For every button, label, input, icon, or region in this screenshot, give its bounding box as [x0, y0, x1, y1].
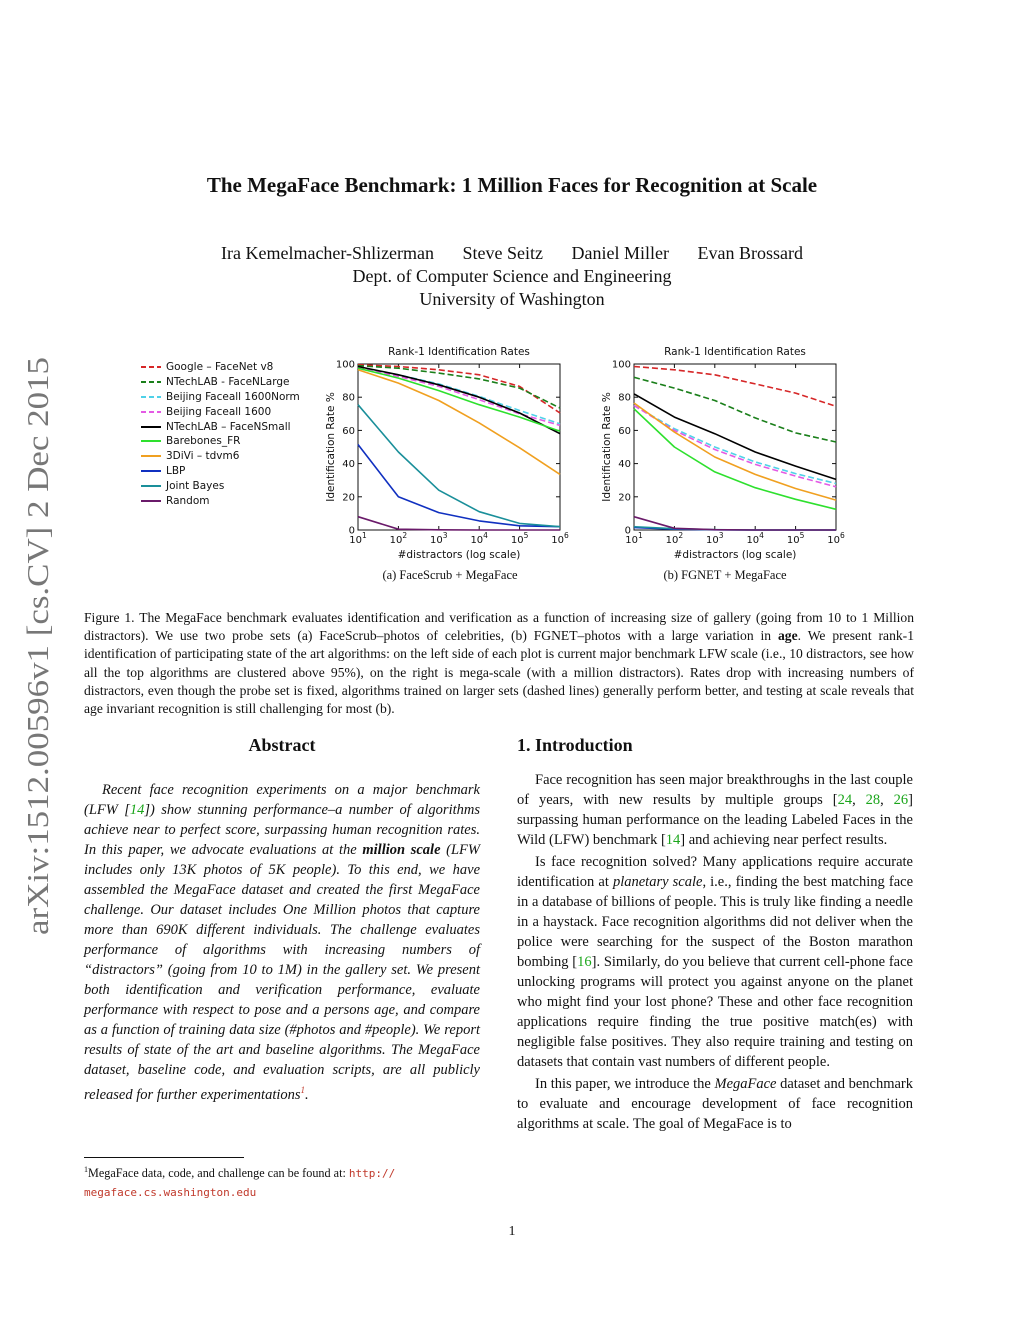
footnote-text: MegaFace data, code, and challenge can be found at: — [88, 1166, 349, 1181]
legend-label: Barebones_FR — [166, 435, 241, 448]
footnote-url[interactable]: megaface.cs.washington.edu — [84, 1186, 257, 1200]
caption-bold: age — [778, 628, 798, 644]
abstract-heading: Abstract — [248, 735, 316, 755]
author-name: Ira Kemelmacher-Shlizerman — [221, 243, 435, 263]
affiliation-university: University of Washington — [419, 289, 605, 309]
x-tick-label: $10^1$ — [349, 531, 367, 546]
x-tick-exponent: 4 — [483, 531, 488, 540]
intro-paragraph — [517, 852, 913, 1072]
y-axis-label: Identification Rate % — [601, 392, 613, 502]
intro-text: ] surpassing human performance on the leading Labeled Faces in the Wild (LFW) benchmark [ — [517, 792, 914, 848]
series-line — [634, 367, 836, 407]
chart-b — [598, 340, 848, 565]
author-name: Evan Brossard — [697, 243, 803, 263]
author-list — [0, 242, 1024, 265]
x-tick-label: $10^3$ — [430, 531, 448, 546]
abstract-text: (LFW includes only 13K photos of 5K people). To this end, we have assembled the MegaFace dataset and created the first MegaFace challenge. Our dataset includes One Million photos that capture more than 690K different individuals. The challenge evaluates performance of algorithms with increasing numbers of “distractors” (going from 10 to 1M) in the gallery set. We present both identification and verification performance, evaluate performance with respect to pose and a persons age, and compare as a function of training data size (#photos and #people). We report results of state of the art and baseline algorithms. The MegaFace dataset, baseline code, and evaluation scripts, are all publicly released for further experimentations — [84, 842, 480, 1103]
caption-text: Figure 1. The MegaFace benchmark evaluates identification and verification as a function of increasing size of gallery (going from 10 to 1 Million distractors). We use two probe sets (a) FaceScrub–photos of celebrities, (b) FGNET–photos with a large variation in — [84, 610, 914, 644]
abstract-body — [84, 780, 480, 1105]
author-name: Steve Seitz — [462, 243, 544, 263]
series-line — [634, 403, 836, 500]
subcaption-b: (b) FGNET + MegaFace — [663, 568, 787, 582]
y-tick-label: 60 — [618, 425, 631, 437]
y-tick-label: 100 — [335, 359, 355, 371]
x-axis-label: #distractors (log scale) — [673, 549, 797, 561]
abstract-text: ]) show stunning performance–a number of algorithms achieve near to perfect score, surpassing human recognition rates. In this paper, we advocate evaluations at the — [84, 802, 480, 858]
author-name: Daniel Miller — [571, 243, 669, 263]
intro-text: , — [880, 792, 894, 808]
x-tick-label: $10^1$ — [625, 531, 643, 546]
intro-body — [517, 770, 913, 1136]
subcaption-a: (a) FaceScrub + MegaFace — [382, 568, 518, 582]
intro-text: Is face recognition solved? Many applications require accurate identification at — [517, 854, 913, 890]
y-tick-label: 20 — [342, 492, 355, 504]
y-tick-label: 40 — [618, 459, 631, 471]
x-tick-exponent: 6 — [839, 531, 845, 540]
abstract-text: . — [305, 1086, 309, 1103]
chart-legend — [140, 360, 325, 508]
series-line — [634, 406, 836, 487]
citation-link[interactable]: 14 — [665, 832, 681, 848]
x-tick-label: $10^2$ — [665, 531, 684, 546]
series-line — [358, 370, 560, 475]
legend-label: Joint Bayes — [166, 479, 225, 492]
x-tick-exponent: 3 — [442, 531, 448, 540]
footnote — [84, 1161, 480, 1202]
x-tick-exponent: 5 — [523, 531, 529, 540]
plot-frame — [358, 364, 560, 530]
arxiv-id: arXiv:1512.00596v1 [cs.CV] 2 Dec 2015 — [21, 430, 55, 935]
footnote-marker[interactable]: 1 — [300, 1085, 306, 1095]
series-line — [634, 406, 836, 484]
legend-label: LBP — [166, 464, 186, 477]
legend-label: Beijing Faceall 1600Norm — [166, 390, 300, 403]
legend-item — [140, 493, 325, 508]
citation-link[interactable]: 16 — [577, 954, 592, 970]
legend-swatch — [140, 363, 162, 371]
caption-rest: . We present rank-1 identification of participating state of the art algorithms: on the left side of each plot is current major benchmark LFW scale (i.e., 10 distractors, see how all the top algorithms are clustered above 95%), on the right is mega-scale (with a million distractors). Rates drop with increasing numbers of distractors, even though the probe set is fixed, algorithms trained on larger sets (dashed lines) generally perform better, and testing at scale reveals that age invariant recognition is still challenging for most (b). — [84, 628, 914, 717]
citation-link[interactable]: 14 — [129, 802, 145, 818]
page-number: 1 — [508, 1224, 516, 1239]
series-line — [358, 517, 560, 530]
legend-swatch — [140, 467, 162, 475]
intro-paragraph — [517, 1074, 913, 1134]
intro-text: , — [852, 792, 866, 808]
legend-label: Google – FaceNet v8 — [166, 361, 274, 374]
intro-emphasis: MegaFace — [714, 1076, 777, 1092]
intro-text: ]. Similarly, do you believe that current cell-phone face unlocking programs will protect you against anyone on the planet who might find your lost phone? These and other face recognition applications require finding the true positive match(es) with negligible false positives. They also require training and testing on datasets that contain vast numbers of different people. — [517, 954, 913, 1070]
intro-heading: 1. Introduction — [517, 735, 633, 755]
legend-swatch — [140, 452, 162, 460]
intro-text: ] and achieving near perfect results. — [680, 832, 888, 848]
legend-item — [140, 390, 325, 405]
legend-item — [140, 375, 325, 390]
x-tick-exponent: 6 — [563, 531, 569, 540]
legend-label: Random — [166, 494, 210, 507]
series-line — [358, 445, 560, 527]
x-axis-label: #distractors (log scale) — [397, 549, 521, 561]
legend-label: Beijing Faceall 1600 — [166, 405, 272, 418]
y-tick-label: 60 — [342, 425, 355, 437]
y-tick-label: 80 — [618, 392, 631, 404]
paper-title: The MegaFace Benchmark: 1 Million Faces for Recognition at Scale — [206, 173, 818, 197]
y-tick-label: 0 — [348, 525, 355, 537]
y-tick-label: 80 — [342, 392, 355, 404]
footnote-number: 1 — [84, 1165, 88, 1174]
legend-swatch — [140, 497, 162, 505]
legend-swatch — [140, 423, 162, 431]
series-line — [358, 368, 560, 431]
x-tick-label: $10^6$ — [827, 531, 845, 546]
x-tick-exponent: 3 — [718, 531, 724, 540]
intro-text: , i.e., finding the best matching face in a database of billions of people. This is truly like finding a needle in a haystack. Face recognition algorithms did not deliver when the police were searching for the suspect of the Boston marathon bombing [ — [517, 874, 914, 970]
chart-a — [322, 340, 572, 565]
legend-item — [140, 434, 325, 449]
series-line — [358, 405, 560, 527]
plot-frame — [634, 364, 836, 530]
legend-label: 3DiVi – tdvm6 — [166, 450, 240, 463]
legend-swatch — [140, 437, 162, 445]
x-tick-label: $10^4$ — [746, 531, 764, 546]
x-tick-exponent: 1 — [361, 531, 367, 540]
citation-link[interactable]: 28 — [865, 792, 881, 808]
x-tick-exponent: 1 — [637, 531, 643, 540]
x-tick-label: $10^6$ — [551, 531, 569, 546]
x-tick-exponent: 2 — [678, 531, 684, 540]
legend-item — [140, 419, 325, 434]
footnote-rule — [84, 1157, 244, 1158]
x-tick-label: $10^5$ — [510, 531, 529, 546]
footnote-url[interactable]: http:// — [348, 1167, 396, 1181]
intro-paragraph — [517, 770, 913, 850]
x-tick-label: $10^5$ — [786, 531, 805, 546]
citation-link[interactable]: 24 — [837, 792, 853, 808]
y-tick-label: 40 — [342, 459, 355, 471]
legend-label: NTechLAB – FaceNSmall — [166, 420, 291, 433]
figure-caption — [84, 609, 914, 718]
legend-swatch — [140, 408, 162, 416]
chart-title: Rank-1 Identification Rates — [388, 346, 530, 358]
author-block — [0, 242, 1024, 311]
x-tick-label: $10^4$ — [470, 531, 488, 546]
x-tick-exponent: 2 — [402, 531, 408, 540]
intro-text: In this paper, we introduce the — [535, 1076, 715, 1092]
y-tick-label: 0 — [624, 525, 631, 537]
legend-swatch — [140, 482, 162, 490]
legend-item — [140, 360, 325, 375]
abstract-bold: million scale — [362, 842, 441, 858]
abstract-text: Recent face recognition experiments on a major benchmark (LFW [ — [84, 782, 480, 818]
arxiv-stamp — [14, 355, 54, 935]
legend-item — [140, 464, 325, 479]
legend-item — [140, 404, 325, 419]
x-tick-exponent: 5 — [799, 531, 805, 540]
chart-title: Rank-1 Identification Rates — [664, 346, 806, 358]
intro-text: dataset and benchmark to evaluate and encourage development of face recognition algorithms at scale. The goal of MegaFace is to — [517, 1076, 914, 1132]
x-tick-label: $10^3$ — [706, 531, 724, 546]
series-line — [634, 377, 836, 442]
legend-label: NTechLAB - FaceNLarge — [166, 376, 290, 389]
y-tick-label: 20 — [618, 492, 631, 504]
legend-swatch — [140, 378, 162, 386]
intro-emphasis: planetary scale — [612, 874, 703, 890]
x-tick-exponent: 4 — [759, 531, 764, 540]
x-tick-label: $10^2$ — [389, 531, 408, 546]
intro-text: Face recognition has seen major breakthroughs in the last couple of years, with new results by multiple groups [ — [517, 772, 913, 808]
legend-swatch — [140, 393, 162, 401]
y-axis-label: Identification Rate % — [325, 392, 337, 502]
legend-item — [140, 478, 325, 493]
affiliation-dept: Dept. of Computer Science and Engineering — [352, 266, 672, 286]
citation-link[interactable]: 26 — [893, 792, 909, 808]
y-tick-label: 100 — [611, 359, 631, 371]
legend-item — [140, 449, 325, 464]
